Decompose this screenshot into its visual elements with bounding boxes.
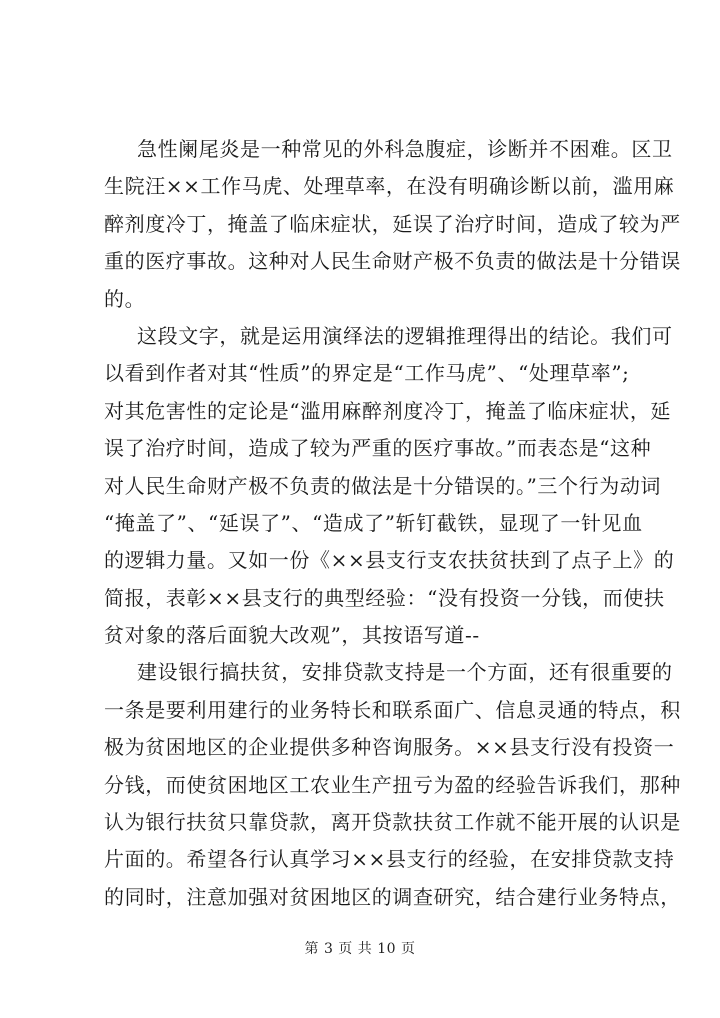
- text-line: 建设银行搞扶贫，安排贷款支持是一个方面，还有很重要的: [137, 660, 673, 685]
- text-line: 极为贫困地区的企业提供多种咨询服务。××县支行没有投资一: [104, 735, 675, 760]
- text-line: 醉剂度冷丁，掩盖了临床症状，延误了治疗时间，造成了较为严: [104, 211, 681, 236]
- text-line: 贫对象的落后面貌大改观”，其按语写道--: [104, 623, 480, 648]
- paragraph-3: [104, 654, 681, 916]
- page-number-footer: 第 3 页 共 10 页: [304, 941, 416, 957]
- text-line: 认为银行扶贫只靠贷款，离开贷款扶贫工作就不能开展的认识是: [104, 810, 681, 835]
- text-line: 的同时，注意加强对贫困地区的调查研究，结合建行业务特点，: [104, 884, 681, 909]
- text-line: 重的医疗事故。这种对人民生命财产极不负责的做法是十分错误: [104, 249, 681, 274]
- text-line: 片面的。希望各行认真学习××县支行的经验，在安排贷款支持: [104, 847, 675, 872]
- text-line: 对人民生命财产极不负责的做法是十分错误的。”三个行为动词: [104, 473, 662, 498]
- text-line: 急性阑尾炎是一种常见的外科急腹症，诊断并不困难。区卫: [137, 137, 673, 161]
- text-line: 这段文字，就是运用演绎法的逻辑推理得出的结论。我们可: [137, 323, 673, 348]
- paragraph-2: [104, 318, 675, 655]
- text-line: “掩盖了”、“延误了”、“造成了”斩钉截铁，显现了一针见血: [104, 510, 643, 535]
- text-line: 简报，表彰××县支行的典型经验：“没有投资一分钱，而使扶: [104, 585, 665, 610]
- text-line: 生院汪××工作马虎、处理草率，在没有明确诊断以前，滥用麻: [104, 174, 675, 199]
- text-line: 的。: [104, 286, 146, 311]
- text-line: 对其危害性的定论是“滥用麻醉剂度冷丁，掩盖了临床症状，延: [104, 398, 672, 423]
- text-line: 误了治疗时间，造成了较为严重的医疗事故。”而表态是“这种: [104, 436, 652, 461]
- paragraph-1: [104, 131, 681, 318]
- document-body: [104, 131, 681, 916]
- text-line: 以看到作者对其“性质”的界定是“工作马虎”、“处理草率”;: [104, 361, 630, 386]
- text-line: 一条是要利用建行的业务特长和联系面广、信息灵通的特点，积: [104, 697, 681, 722]
- text-line: 的逻辑力量。又如一份《××县支行支农扶贫扶到了点子上》的: [104, 548, 675, 573]
- text-line: 分钱，而使贫困地区工农业生产扭亏为盈的经验告诉我们，那种: [104, 772, 681, 797]
